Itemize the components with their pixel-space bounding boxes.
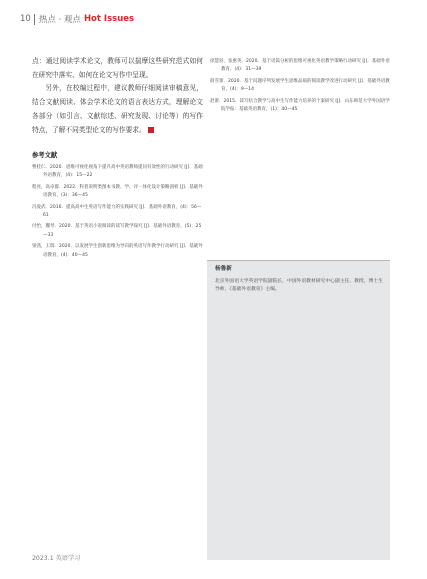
- reference-item: 梁茜，王瑞．2020．以发展学生创新思维为导向的英语写作教学行动研究 [J]．基础外语教育，(4)：40—45: [32, 244, 203, 258]
- author-bio: 北京外国语大学英语学院副院长，中国外语教材研究中心副主任。教授，博士生导师，《基础外语教育》主编。: [215, 279, 383, 292]
- page-number: 10: [20, 14, 31, 24]
- reference-item: 曹桂仁．2020．思维可视化视角下提升高中英语教师提问有效性的行动研究 [J]．基础外语教育，(4)：15—22: [32, 165, 203, 179]
- reference-item: 薛雪蕾．2020．基于问题序列发展学生思维品质的阅读教学改进行动研究 [J]．基础外语教育，(4)：9—14: [210, 78, 390, 93]
- body-paragraph-2-text: 另外，在校编过程中，建议教师仔细阅读审稿意见，结合文献阅读、体会学术论文的语言表达方式，理解论文各部分（如引言、文献综述、研究发现、讨论等）的写作特点，了解不同类型论文的写作要求。: [32, 84, 203, 134]
- running-header: [20, 13, 134, 25]
- author-name: 杨鲁新: [215, 266, 232, 272]
- reference-item: 付怡，魏琴．2020．基于英语小说阅读的读写教学探究 [J]．基础外语教育，(5)：25—33: [32, 224, 202, 238]
- author-bio-box: [207, 260, 390, 560]
- body-paragraph-1: 点：通过阅读学术论文，教师可以揣摩这些研究范式如何在研究中落实、如何在论文写作中呈现。: [32, 57, 203, 79]
- section-label: 热点 · 观点: [38, 15, 81, 25]
- footer-issue: 2023.1 英语学习: [32, 555, 81, 562]
- reference-item: 徐慧羽，张惠英．2020．基于语篇分析的思维可视化英语教学策略行动研究 [J]．基础外语教育，(4)：31—39: [210, 59, 390, 73]
- reference-item: 冯爱武．2016．提高高中生英语写作能力的实践研究 [J]．基础外语教育，(4)：56—61: [32, 204, 202, 219]
- author-box-rule: [207, 260, 390, 261]
- end-mark-icon: [148, 127, 154, 133]
- reference-item: 程亮，高卓群．2022．科普说明类图本书教、学、评一体化设计策略剖析 [J]．基础外语教育，(3)：36—45: [32, 184, 203, 199]
- references-list-left: [32, 164, 203, 263]
- references-list-right: [210, 58, 390, 117]
- reference-item: 赵蕾．2015．读写结合教学与高中生写作能力培养的个案研究 [J]．山东师范大学外国语学院学报：基础英语教育，(1)：40—45: [210, 98, 390, 113]
- hot-issues-label: Hot Issues: [83, 14, 135, 24]
- references-heading: 参考文献: [32, 152, 58, 159]
- body-text-column: [32, 55, 203, 137]
- body-paragraph-2: [32, 82, 203, 137]
- header-divider: [34, 14, 35, 25]
